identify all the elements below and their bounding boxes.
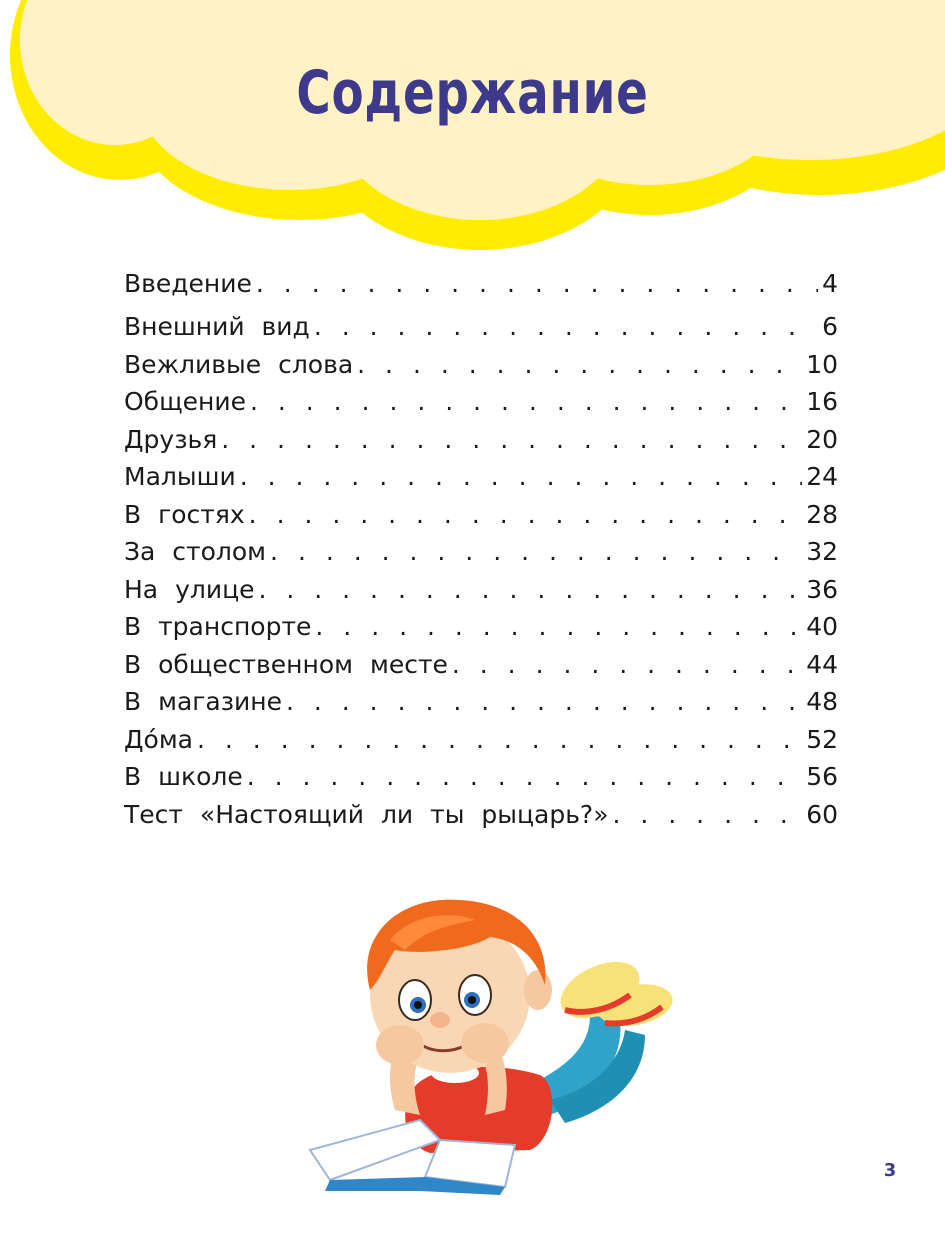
reading-boy-illustration	[300, 895, 680, 1205]
table-of-contents	[124, 265, 838, 833]
dot-leader	[240, 458, 802, 496]
toc-entry[interactable]	[124, 496, 838, 534]
toc-entry[interactable]	[124, 458, 838, 496]
toc-entry-page: 20	[806, 424, 838, 454]
dot-leader	[247, 758, 802, 796]
toc-entry[interactable]	[124, 346, 838, 384]
toc-entry-label: На улице	[124, 574, 255, 604]
toc-entry[interactable]	[124, 758, 838, 796]
toc-entry-label: Общение	[124, 387, 246, 416]
toc-entry-label: Внешний вид	[124, 312, 310, 341]
toc-entry-page: 16	[806, 387, 838, 416]
toc-entry[interactable]	[124, 683, 838, 721]
header-cloud	[0, 0, 945, 260]
toc-entry[interactable]	[124, 265, 838, 308]
dot-leader	[256, 265, 818, 303]
toc-entry[interactable]	[124, 796, 838, 834]
toc-entry[interactable]	[124, 608, 838, 646]
dot-leader	[315, 608, 802, 646]
toc-entry-page: 56	[806, 762, 838, 791]
toc-entry-label: Вежливые слова	[124, 349, 354, 379]
toc-entry-page: 60	[806, 799, 838, 829]
toc-entry[interactable]	[124, 533, 838, 571]
toc-entry-label: В школе	[124, 762, 243, 791]
toc-entry-label: Малыши	[124, 462, 236, 491]
dot-leader	[357, 346, 802, 384]
toc-entry[interactable]	[124, 421, 838, 459]
toc-entry-label: В гостях	[124, 499, 245, 529]
toc-entry[interactable]	[124, 646, 838, 684]
dot-leader	[314, 308, 818, 346]
dot-leader	[249, 496, 803, 534]
toc-entry-label: Тест «Настоящий ли ты рыцарь?»	[124, 799, 609, 829]
toc-entry-label: В магазине	[124, 687, 282, 716]
toc-entry-label: За столом	[124, 537, 267, 566]
dot-leader	[250, 383, 802, 421]
toc-entry[interactable]	[124, 721, 838, 759]
dot-leader	[258, 571, 802, 609]
toc-entry[interactable]	[124, 571, 838, 609]
dot-leader	[613, 796, 803, 834]
toc-entry-page: 10	[806, 349, 838, 379]
toc-entry-page: 44	[806, 649, 838, 679]
toc-entry-label: Введение	[124, 269, 252, 298]
toc-entry-label: Друзья	[124, 424, 218, 454]
dot-leader	[452, 646, 802, 684]
toc-entry-page: 28	[806, 499, 838, 529]
dot-leader	[221, 421, 802, 459]
toc-entry-label: До́ма	[124, 724, 194, 754]
dot-leader	[286, 683, 802, 721]
dot-leader	[270, 533, 802, 571]
page-title: Содержание	[296, 58, 649, 128]
toc-entry-label: В транспорте	[124, 612, 312, 641]
toc-entry-page: 52	[806, 724, 838, 754]
toc-entry[interactable]	[124, 383, 838, 421]
toc-entry-page: 36	[806, 574, 838, 604]
toc-entry-page: 32	[806, 537, 838, 566]
toc-entry[interactable]	[124, 308, 838, 346]
toc-entry-page: 48	[806, 687, 838, 716]
dot-leader	[197, 721, 802, 759]
toc-entry-page: 6	[822, 312, 838, 341]
toc-entry-label: В общественном месте	[124, 649, 448, 679]
toc-entry-page: 40	[806, 612, 838, 641]
page-number: 3	[883, 1160, 897, 1181]
toc-entry-page: 4	[822, 269, 838, 298]
toc-entry-page: 24	[806, 462, 838, 491]
